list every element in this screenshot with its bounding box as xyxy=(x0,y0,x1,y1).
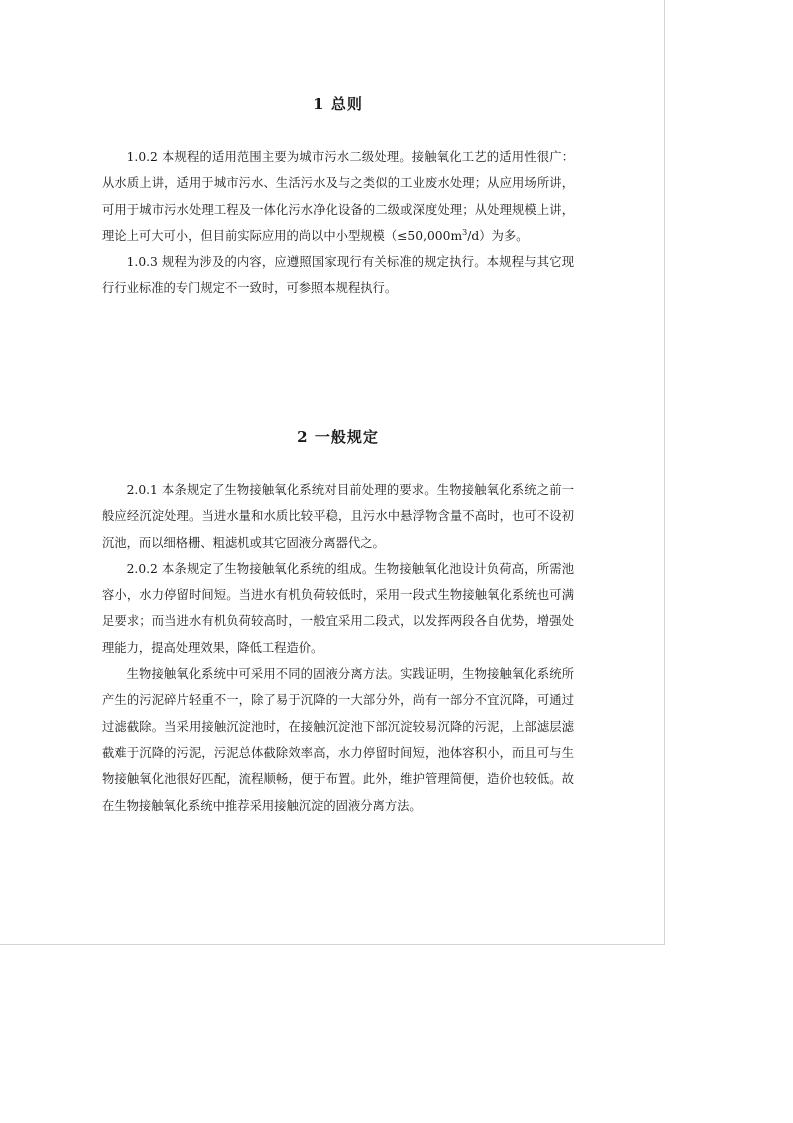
section-1-heading: 1 总则 xyxy=(313,95,363,113)
clause-1-0-2 xyxy=(102,144,574,249)
section-2-body xyxy=(102,477,574,819)
clause-1-0-2-text: 1.0.2 本规程的适用范围主要为城市污水二级处理。接触氧化工艺的适用性很广：从水质上讲，适用于城市污水、生活污水及与之类似的工业废水处理；从应用场所讲，可用于城市污水处理工程及一体化污水净化设备的二级或深度处理；从处理规模上讲，理论上可大可小，但目前实际应用的尚以中小型规模（≤50,000m xyxy=(102,150,574,243)
section-1-body xyxy=(102,144,574,302)
paragraph-solid-liquid-separation: 生物接触氧化系统中可采用不同的固液分离方法。实践证明，生物接触氧化系统所产生的污泥碎片轻重不一，除了易于沉降的一大部分外，尚有一部分不宜沉降，可通过过滤截除。当采用接触沉淀池时，在接触沉淀池下部沉淀较易沉降的污泥，上部滤层滤截难于沉降的污泥，污泥总体截除效率高，水力停留时间短，池体容积小，而且可与生物接触氧化池很好匹配，流程顺畅，便于布置。此外，维护管理简便，造价也较低。故在生物接触氧化系统中推荐采用接触沉淀的固液分离方法。 xyxy=(102,667,574,813)
clause-1-0-3: 1.0.3 规程为涉及的内容，应遵照国家现行有关标准的规定执行。本规程与其它现行行业标准的专门规定不一致时，可参照本规程执行。 xyxy=(102,255,574,296)
section-2-heading: 2 一般规定 xyxy=(297,428,379,446)
clause-1-0-2-tail: /d）为多。 xyxy=(467,228,529,243)
clause-2-0-2: 2.0.2 本条规定了生物接触氧化系统的组成。生物接触氧化池设计负荷高，所需池容小，水力停留时间短。当进水有机负荷较低时，采用一段式生物接触氧化系统也可满足要求；而当进水有机负荷较高时，一般宜采用二段式，以发挥两段各自优势，增强处理能力，提高处理效果，降低工程造价。 xyxy=(102,561,574,655)
superscript: 3 xyxy=(462,227,468,237)
clause-2-0-1: 2.0.1 本条规定了生物接触氧化系统对目前处理的要求。生物接触氧化系统之前一般应经沉淀处理。当进水量和水质比较平稳，且污水中悬浮物含量不高时，也可不设初沉池，而以细格栅、粗滤机或其它固液分离器代之。 xyxy=(102,483,574,550)
